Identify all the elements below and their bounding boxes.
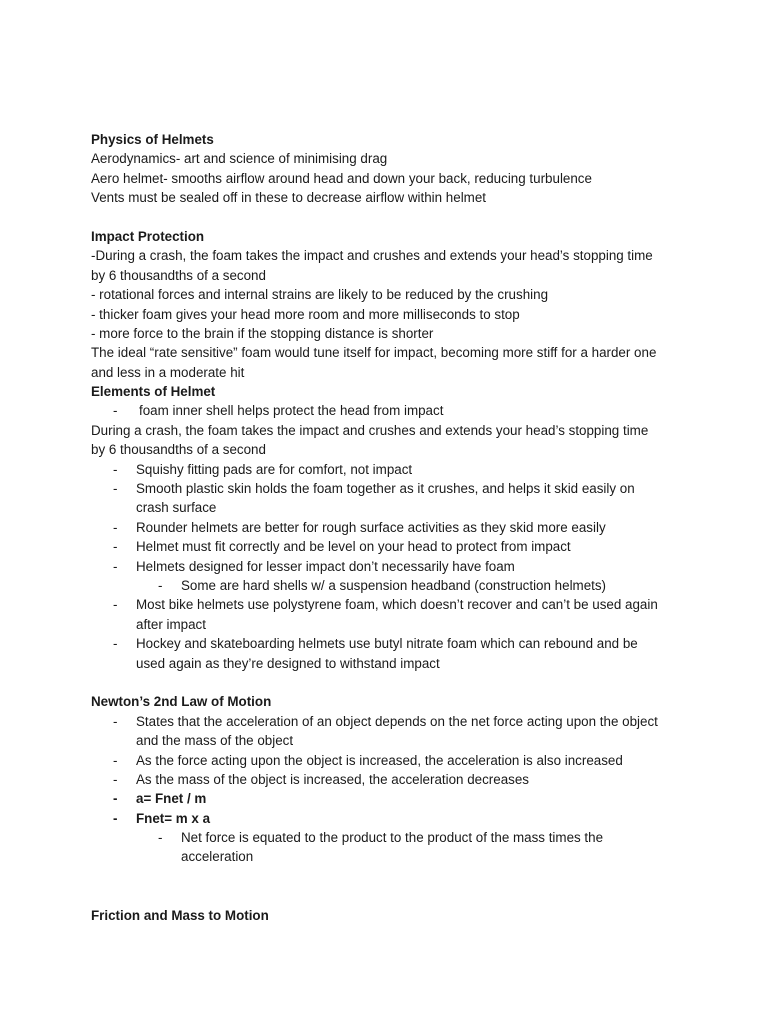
section-heading-impact: Impact Protection xyxy=(91,228,205,244)
paragraph-line: by 6 thousandths of a second xyxy=(91,267,266,283)
list-item xyxy=(91,751,691,770)
bullet-dash: - xyxy=(113,519,118,535)
list-item-text: States that the acceleration of an object depends on the net force acting upon the object xyxy=(136,713,658,729)
formula-item xyxy=(91,809,691,828)
paragraph-line: -During a crash, the foam takes the impact and crushes and extends your head’s stopping time xyxy=(91,248,653,264)
list-item-text: crash surface xyxy=(136,500,217,516)
bullet-dash: - xyxy=(158,830,163,846)
paragraph-line: Aero helmet- smooths airflow around head and down your back, reducing turbulence xyxy=(91,170,592,186)
list-item-text: Net force is equated to the product to the product of the mass times the xyxy=(181,830,604,846)
bullet-dash: - xyxy=(113,481,118,497)
paragraph-line: and less in a moderate hit xyxy=(91,364,245,380)
list-item xyxy=(91,557,691,576)
bullet-dash: - xyxy=(113,539,118,555)
list-item xyxy=(91,401,691,420)
list-item xyxy=(91,770,691,789)
list-item-text: Rounder helmets are better for rough surface activities as they skid more easily xyxy=(136,519,606,535)
paragraph-line: The ideal “rate sensitive” foam would tune itself for impact, becoming more stiff for a harder one xyxy=(91,345,657,361)
list-item-text: As the force acting upon the object is increased, the acceleration is also increased xyxy=(136,752,623,768)
list-item-text: used again as they’re designed to withstand impact xyxy=(136,655,440,671)
bullet-dash: - xyxy=(158,577,163,593)
sub-list-item xyxy=(91,576,691,595)
formula-text: Fnet= m x a xyxy=(136,810,211,826)
bullet-dash: - xyxy=(113,810,118,826)
list-item xyxy=(91,595,691,634)
formula-text: a= Fnet / m xyxy=(136,791,207,807)
paragraph-line: - thicker foam gives your head more room and more milliseconds to stop xyxy=(91,306,520,322)
section-heading-elements: Elements of Helmet xyxy=(91,384,216,400)
list-item-text: acceleration xyxy=(181,849,254,865)
section-heading-physics: Physics of Helmets xyxy=(91,132,214,147)
list-item-text: and the mass of the object xyxy=(136,733,294,749)
list-item-text: Smooth plastic skin holds the foam together as it crushes, and helps it skid easily on xyxy=(136,481,635,497)
bullet-dash: - xyxy=(113,636,118,652)
list-item-text: As the mass of the object is increased, the acceleration decreases xyxy=(136,771,530,787)
spacer xyxy=(91,208,691,227)
list-item-text: Some are hard shells w/ a suspension headband (construction helmets) xyxy=(181,577,607,593)
bullet-dash: - xyxy=(113,403,118,419)
sub-list-item xyxy=(91,828,691,867)
bullet-dash: - xyxy=(113,771,118,787)
bullet-dash: - xyxy=(113,597,118,613)
list-item-text: Helmets designed for lesser impact don’t necessarily have foam xyxy=(136,558,515,574)
section-heading-newton: Newton’s 2nd Law of Motion xyxy=(91,694,272,710)
paragraph-line: Aerodynamics- art and science of minimising drag xyxy=(91,151,388,167)
list-item xyxy=(91,537,691,556)
paragraph-line: Vents must be sealed off in these to decrease airflow within helmet xyxy=(91,190,486,206)
spacer xyxy=(91,673,691,692)
list-item-text: Helmet must fit correctly and be level on your head to protect from impact xyxy=(136,539,571,555)
list-item-text: after impact xyxy=(136,616,206,632)
list-item-text: foam inner shell helps protect the head from impact xyxy=(139,403,444,419)
formula-item xyxy=(91,789,691,808)
list-item xyxy=(91,460,691,479)
spacer xyxy=(91,867,691,906)
paragraph-line: During a crash, the foam takes the impact and crushes and extends your head’s stopping time xyxy=(91,422,649,438)
bullet-dash: - xyxy=(113,558,118,574)
list-item-text: Hockey and skateboarding helmets use butyl nitrate foam which can rebound and be xyxy=(136,636,638,652)
list-item xyxy=(91,712,691,751)
list-item xyxy=(91,518,691,537)
bullet-dash: - xyxy=(113,461,118,477)
paragraph-line: - rotational forces and internal strains are likely to be reduced by the crushing xyxy=(91,287,549,303)
list-item-text: Most bike helmets use polystyrene foam, which doesn’t recover and can’t be used again xyxy=(136,597,658,613)
section-heading-friction: Friction and Mass to Motion xyxy=(91,907,269,923)
paragraph-line: by 6 thousandths of a second xyxy=(91,442,266,458)
list-item-text: Squishy fitting pads are for comfort, not impact xyxy=(136,461,413,477)
document-page xyxy=(91,130,691,925)
bullet-dash: - xyxy=(113,713,118,729)
bullet-dash: - xyxy=(113,752,118,768)
list-item xyxy=(91,634,691,673)
paragraph-line: - more force to the brain if the stopping distance is shorter xyxy=(91,325,434,341)
list-item xyxy=(91,479,691,518)
bullet-dash: - xyxy=(113,791,118,807)
